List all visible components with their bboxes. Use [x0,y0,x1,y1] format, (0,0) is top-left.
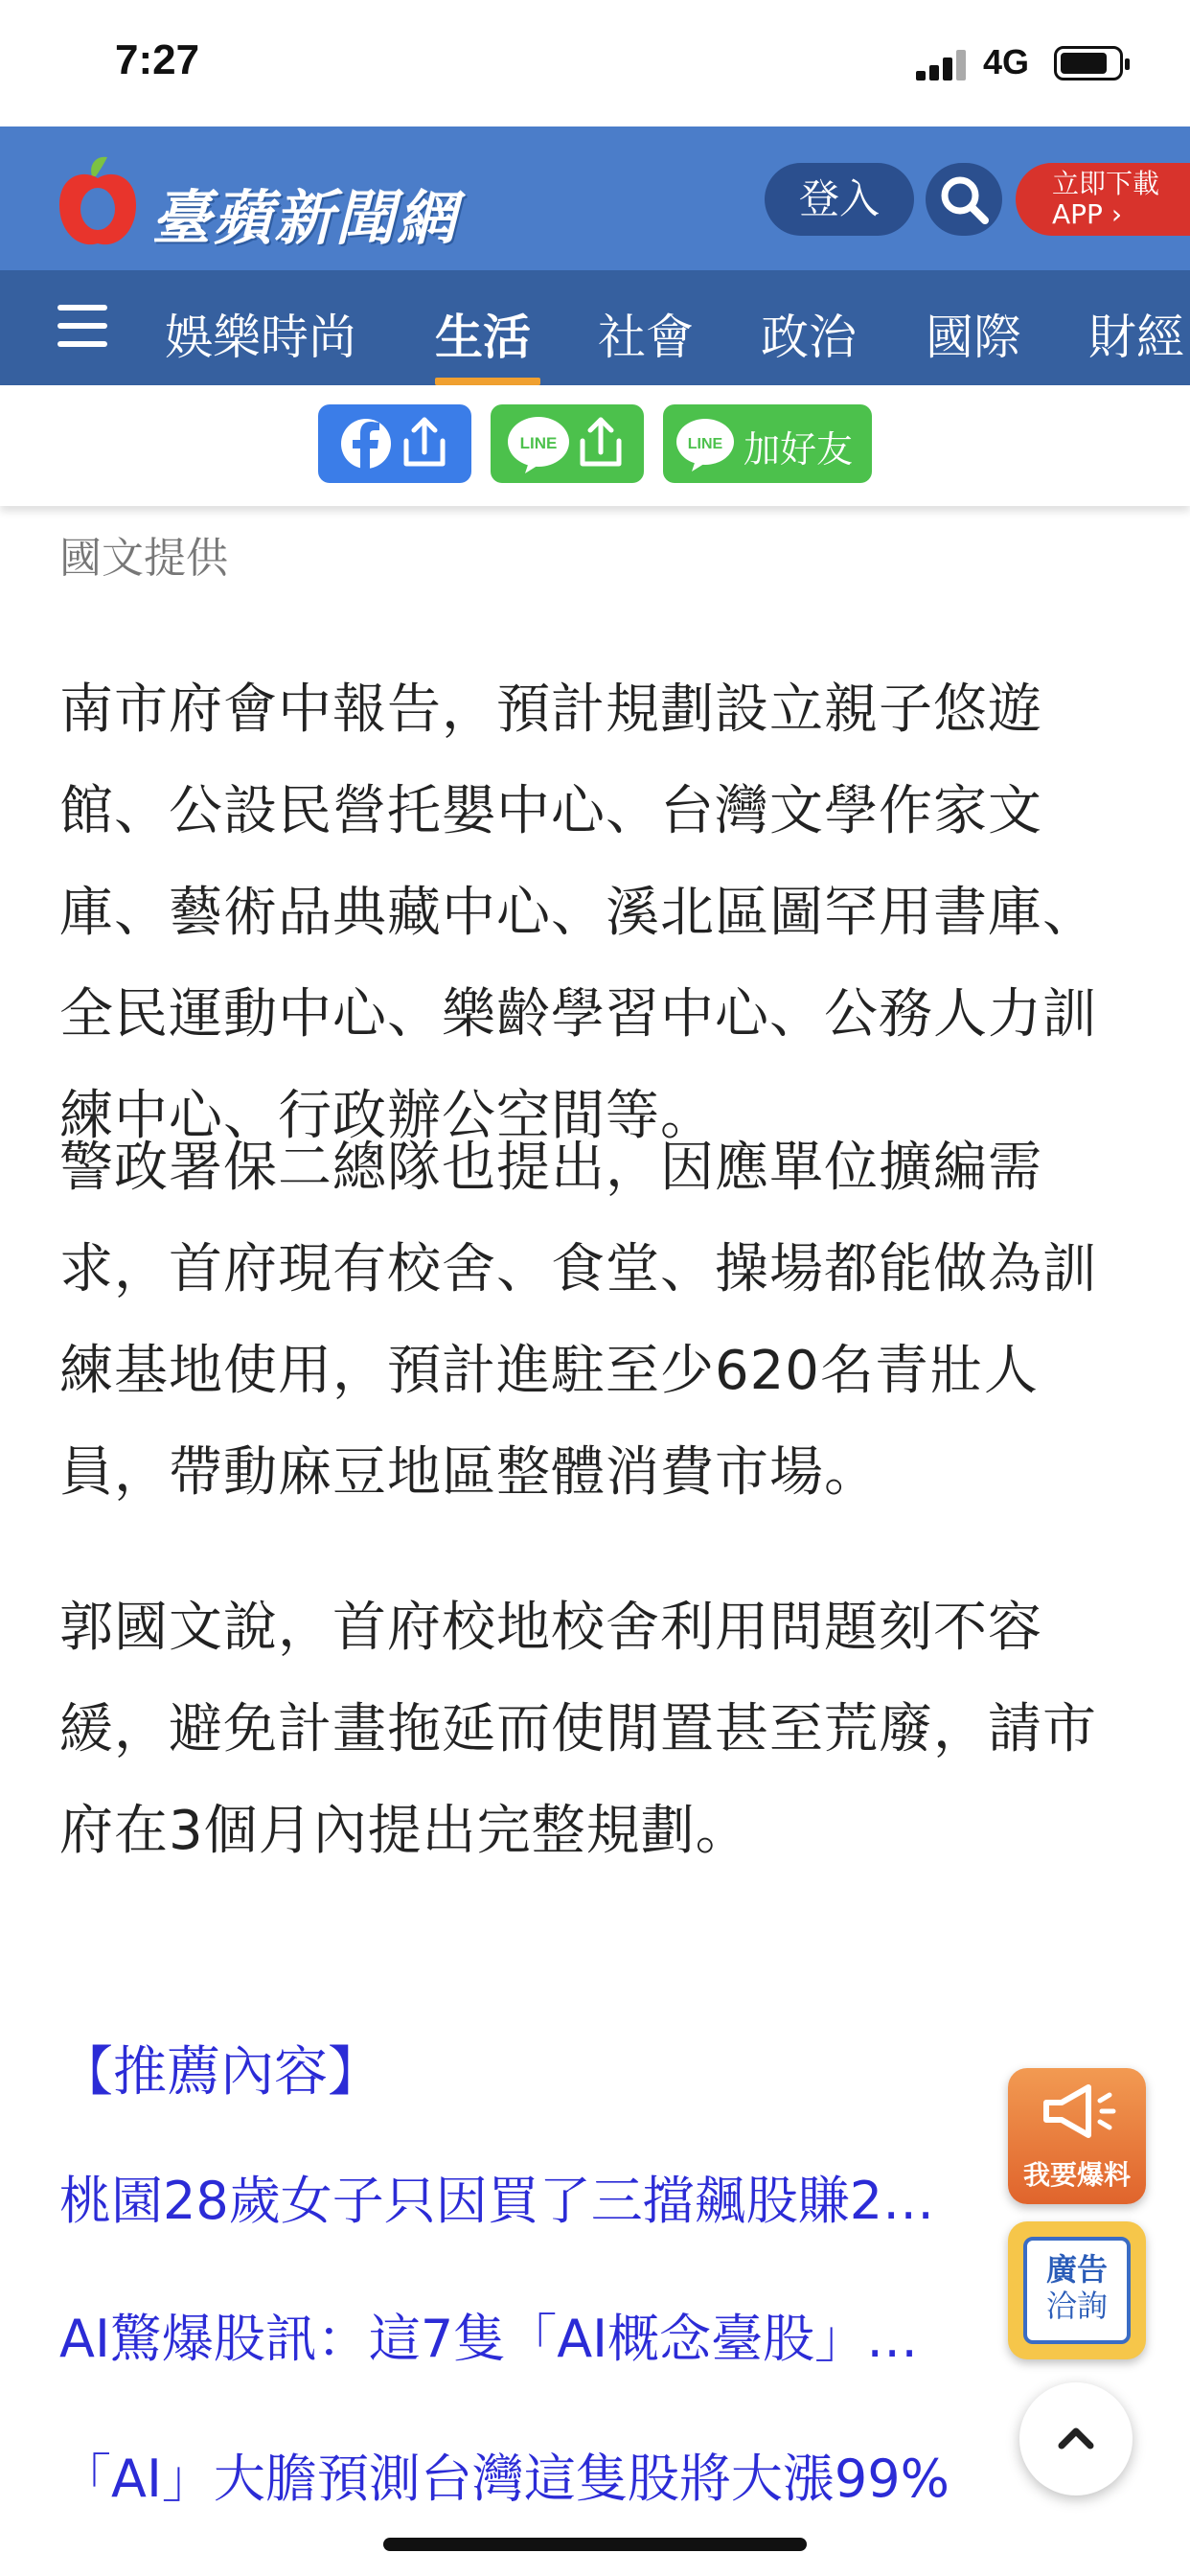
article-paragraph: 郭國文說，首府校地校舍利用問題刻不容緩，避免計畫拖延而使閒置甚至荒廢，請市府在3個月內提出完整規劃。 [59,1597,1097,1862]
nav-item-finance[interactable]: 財經 [1088,310,1184,365]
menu-icon[interactable] [57,305,107,347]
share-icon [583,420,619,464]
chevron-up-icon [1019,2382,1133,2496]
article-paragraph: 警政署保二總隊也提出，因應單位擴編需求，首府現有校舍、食堂、操場都能做為訓練基地使用，預計進駐至少620名青壯人員，帶動麻豆地區整體消費市場。 [59,1137,1097,1504]
facebook-icon [341,419,391,472]
recommend-link[interactable]: 「AI」大膽預測台灣這隻股將大漲99% [59,2449,950,2509]
nav-item-international[interactable]: 國際 [926,310,1021,365]
nav-item-life[interactable]: 生活 [435,310,531,365]
nav-item-society[interactable]: 社會 [598,310,694,365]
active-tab-indicator [435,378,540,385]
photo-caption: 國文提供 [59,534,228,583]
report-news-label: 我要爆料 [1022,2159,1131,2191]
search-icon [926,163,1002,236]
line-share-button[interactable] [491,404,644,483]
recommend-heading: 【推薦內容】 [59,2041,381,2104]
report-news-button[interactable] [1008,2068,1146,2204]
battery-icon [1054,46,1123,80]
network-type: 4G [983,42,1030,81]
inquiry-label: 洽詢 [1045,2288,1108,2324]
megaphone-icon [1008,2068,1146,2154]
ad-inquiry-button[interactable] [1008,2221,1146,2359]
nav-item-entertainment[interactable]: 娛樂時尚 [165,310,356,365]
scroll-to-top-button[interactable] [1019,2382,1133,2496]
status-time: 7:27 [115,36,200,83]
line-add-friend-button[interactable] [663,404,872,483]
nav-item-politics[interactable]: 政治 [761,310,857,365]
recommend-link[interactable]: 桃園28歲女子只因買了三擋飆股賺2… [59,2171,935,2231]
share-icon [406,420,443,464]
status-bar [0,0,1190,126]
login-button[interactable]: 登入 [765,163,914,236]
site-brand[interactable]: 臺蘋新聞網 [151,183,459,253]
apple-logo-icon[interactable] [54,151,142,251]
download-label-line2: APP › [1052,198,1123,230]
svg-text:LINE: LINE [519,434,558,452]
home-indicator [383,2538,807,2551]
recommend-link[interactable]: AI驚爆股訊：這7隻「AI概念臺股」… [59,2309,919,2369]
svg-text:LINE: LINE [687,436,723,452]
download-label-line1: 立即下載 [1052,168,1160,199]
ad-label: 廣告 [1045,2251,1108,2288]
search-button[interactable] [926,163,1002,236]
article-paragraph: 南市府會中報告，預計規劃設立親子悠遊館、公設民營托嬰中心、台灣文學作家文庫、藝術品典藏中心、溪北區圖罕用書庫、全民運動中心、樂齡學習中心、公務人力訓練中心、行政辦公空間等。 [59,678,1097,1147]
download-app-button[interactable] [1016,163,1190,236]
line-icon [508,417,569,473]
facebook-share-button[interactable] [318,404,471,483]
line-icon [676,419,734,472]
add-friend-label: 加好友 [744,428,854,471]
cellular-signal-icon [916,50,970,80]
